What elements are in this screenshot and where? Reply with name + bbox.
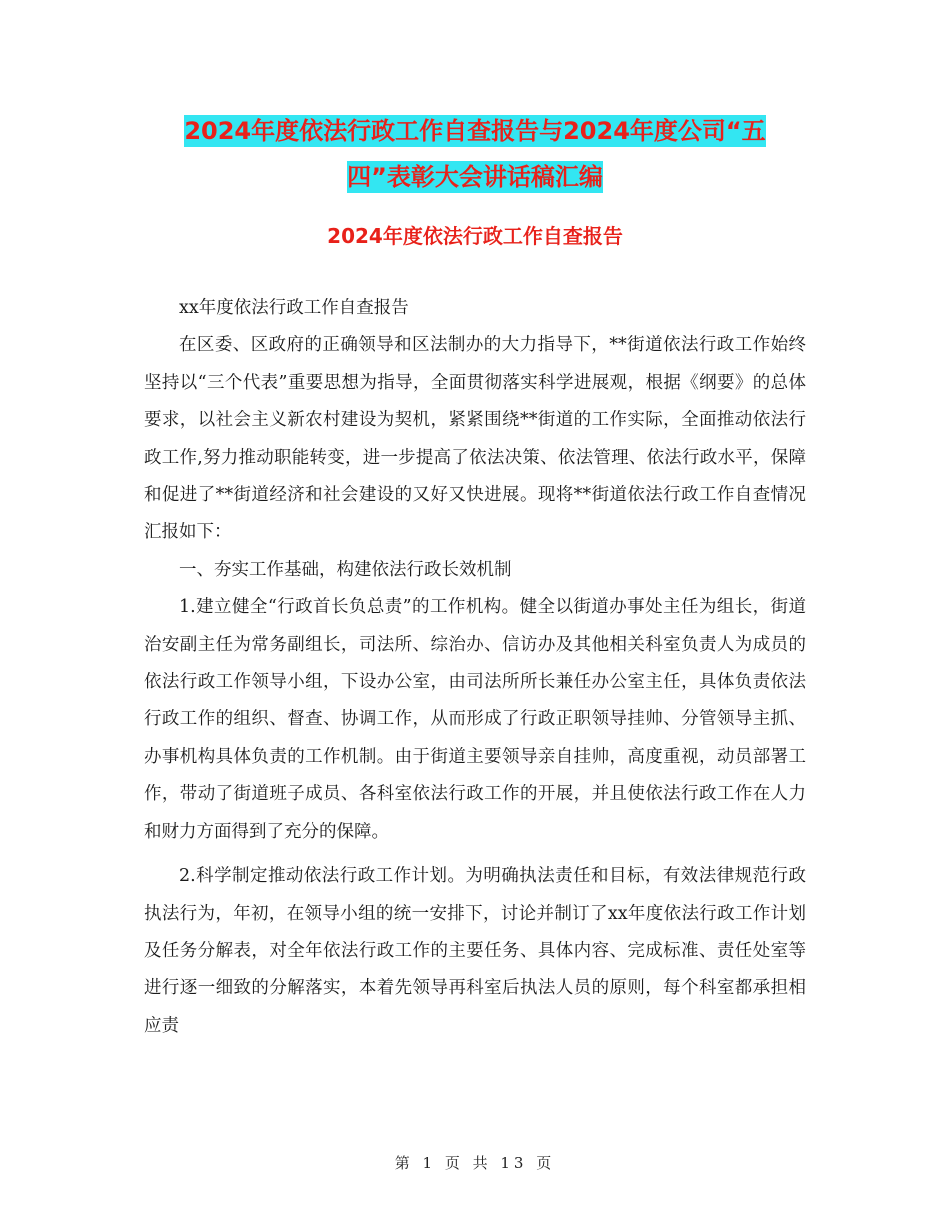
intro-paragraph: 在区委、区政府的正确领导和区法制办的大力指导下，**街道依法行政工作始终坚持以“三个代表”重要思想为指导，全面贯彻落实科学进展观，根据《纲要》的总体要求，以社会主义新农村建设为契机，紧紧围绕**街道的工作实际，全面推动依法行政工作,努力推动职能转变，进一步提高了依法决策、依法管理、依法行政水平，保障和促进了**街道经济和社会建设的又好又快进展。现将**街道依法行政工作自查情况汇报如下：: [144, 335, 806, 543]
main-title-line-2: 四”表彰大会讲话稿汇编: [347, 163, 603, 191]
report-subtitle-paragraph: xx年度依法行政工作自查报告: [179, 298, 409, 318]
section-title: 2024年度依法行政工作自查报告: [327, 224, 623, 248]
page-footer: 第 1 页 共 13 页: [394, 1154, 556, 1172]
heading-paragraph-1: 一、夯实工作基础，构建依法行政长效机制: [179, 559, 512, 580]
item-paragraph-2: 2.科学制定推动依法行政工作计划。为明确执法责任和目标，有效法律规范行政执法行为，年初，在领导小组的统一安排下，讨论并制订了xx年度依法行政工作计划及任务分解表，对全年依法行政工作的主要任务、具体内容、完成标准、责任处室等进行逐一细致的分解落实，本着先领导再科室后执法人员的原则，每个科室都承担相应责: [144, 866, 806, 1036]
main-title-line-1: 2024年度依法行政工作自查报告与2024年度公司“五: [184, 117, 766, 145]
item-paragraph-1: 1.建立健全“行政首长负总责”的工作机构。健全以街道办事处主任为组长，街道治安副主任为常务副组长，司法所、综治办、信访办及其他相关科室负责人为成员的依法行政工作领导小组，下设办公室，由司法所所长兼任办公室主任，具体负责依法行政工作的组织、督查、协调工作，从而形成了行政正职领导挂帅、分管领导主抓、办事机构具体负责的工作机制。由于街道主要领导亲自挂帅，高度重视，动员部署工作，带动了街道班子成员、各科室依法行政工作的开展，并且使依法行政工作在人力和财力方面得到了充分的保障。: [144, 597, 806, 842]
document-main-title: [140, 108, 810, 200]
document-body: [144, 290, 806, 1045]
